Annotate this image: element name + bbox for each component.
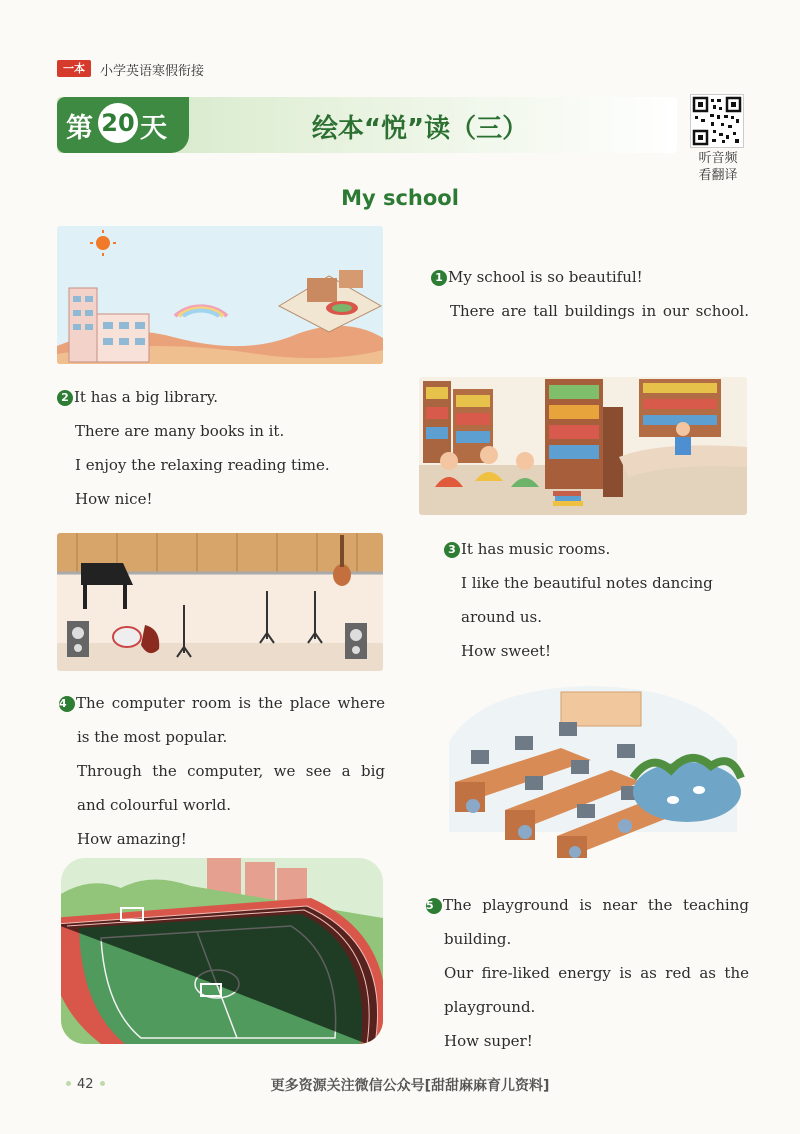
- paragraph-text: It has music rooms.: [461, 540, 611, 558]
- day-suffix: 天: [140, 113, 167, 144]
- day-prefix: 第: [66, 113, 93, 144]
- paragraph-line: [431, 260, 749, 294]
- page-number: [60, 1077, 111, 1092]
- story-title: My school: [341, 186, 459, 210]
- paragraph-line: and colourful world.: [77, 796, 232, 814]
- qr-caption-line: 听音频: [698, 151, 738, 166]
- paragraph-line: playground.: [444, 998, 536, 1016]
- paragraph-5: [426, 888, 749, 1058]
- playground-illustration: [61, 858, 383, 1044]
- paragraph-2: [57, 380, 383, 516]
- paragraph-line: How super!: [444, 1032, 533, 1050]
- school-landscape-illustration: [57, 226, 383, 364]
- paragraph-line: around us.: [461, 608, 542, 626]
- library-illustration: [419, 377, 747, 515]
- paragraph-line: I enjoy the relaxing reading time.: [75, 456, 330, 474]
- computer-room-illustration: [441, 682, 745, 860]
- qr-code-icon[interactable]: [690, 94, 744, 148]
- paragraph-line: There are tall buildings in our school.: [450, 302, 749, 320]
- lesson-title: 绘本“悦”读（三）: [311, 114, 529, 144]
- music-room-illustration: [57, 533, 383, 671]
- paragraph-line: [444, 532, 734, 566]
- paragraph-line: [59, 686, 385, 720]
- qr-caption-line: 看翻译: [698, 168, 738, 183]
- paragraph-line: How amazing!: [77, 830, 187, 848]
- paragraph-line: I like the beautiful notes dancing: [461, 574, 713, 592]
- dot-decoration: [66, 1081, 71, 1086]
- paragraph-4: [59, 686, 385, 856]
- paragraph-line: [426, 888, 749, 922]
- paragraph-text: The computer room is the place where: [76, 694, 385, 712]
- paragraph-line: is the most popular.: [77, 728, 228, 746]
- dot-decoration: [100, 1081, 105, 1086]
- paragraph-line: building.: [444, 930, 512, 948]
- paragraph-number-badge: 2: [57, 390, 73, 406]
- paragraph-line: How sweet!: [461, 642, 552, 660]
- paragraph-number-badge: 4: [59, 696, 75, 712]
- paragraph-line: Our fire-liked energy is as red as the: [444, 964, 749, 982]
- paragraph-line: Through the computer, we see a big: [77, 762, 385, 780]
- day-number: 20: [98, 103, 138, 143]
- paragraph-1: [431, 260, 749, 328]
- paragraph-3: [444, 532, 734, 668]
- paragraph-line: [57, 380, 383, 414]
- paragraph-text: The playground is near the teaching: [443, 896, 749, 914]
- brand-text: 小学英语寒假衔接: [100, 64, 205, 79]
- paragraph-text: It has a big library.: [74, 388, 219, 406]
- footer-note: 更多资源关注微信公众号[甜甜麻麻育儿资料]: [270, 1078, 550, 1094]
- paragraph-number-badge: 5: [426, 898, 442, 914]
- paragraph-line: How nice!: [75, 490, 153, 508]
- brand-badge: 一本: [57, 60, 91, 77]
- qr-caption: [690, 150, 746, 184]
- paragraph-text: My school is so beautiful!: [448, 268, 643, 286]
- page-number-text: 42: [77, 1077, 94, 1092]
- paragraph-line: There are many books in it.: [75, 422, 285, 440]
- paragraph-number-badge: 1: [431, 270, 447, 286]
- paragraph-number-badge: 3: [444, 542, 460, 558]
